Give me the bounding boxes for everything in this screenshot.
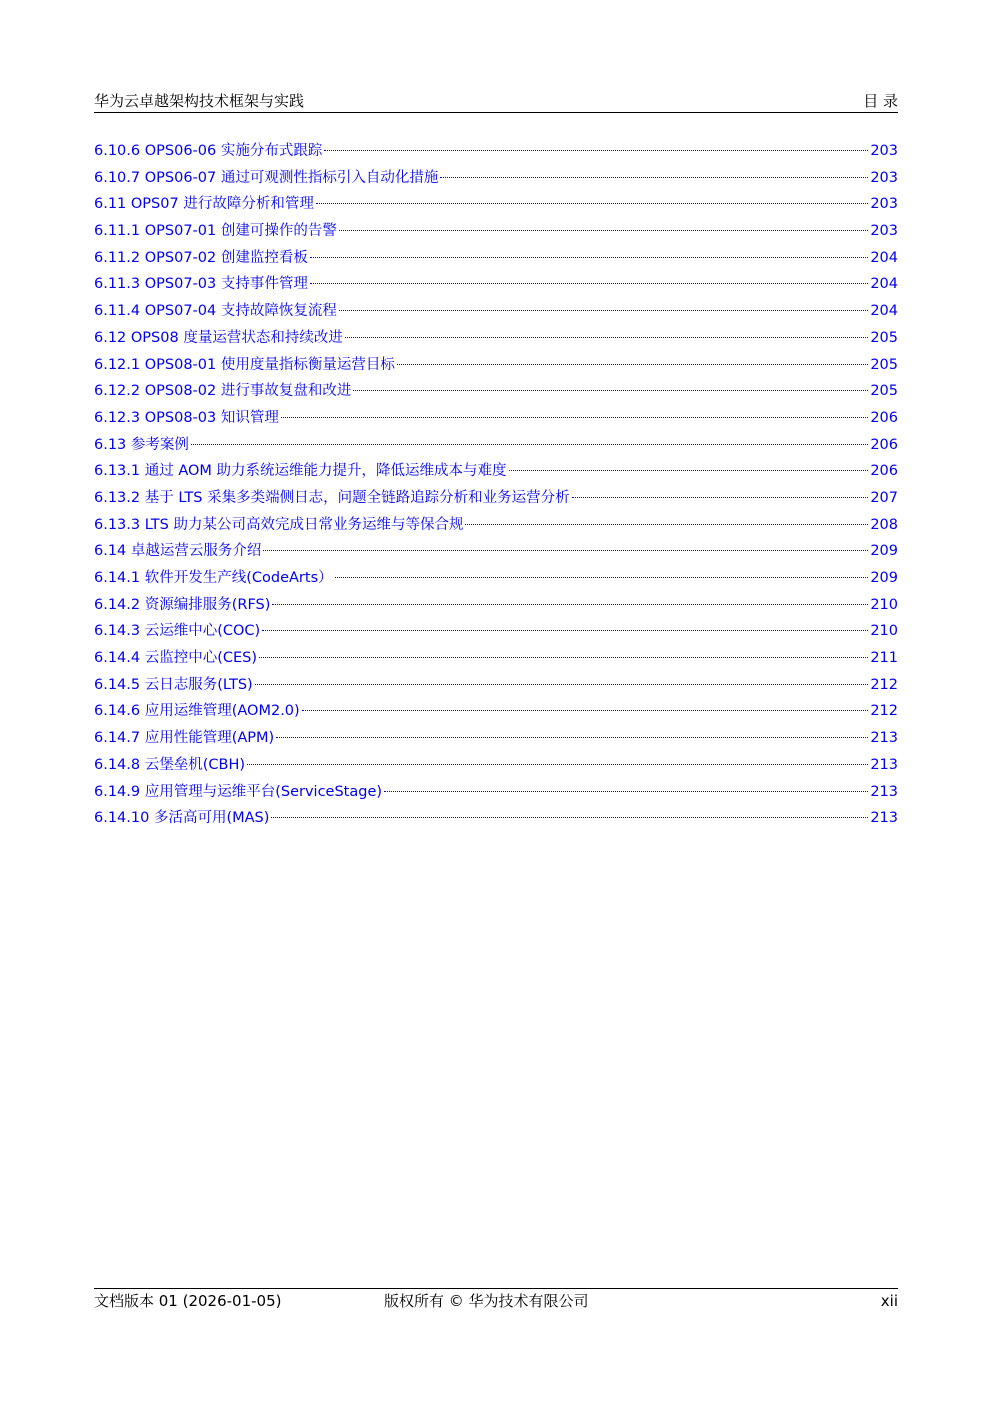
toc-entry[interactable] (94, 538, 898, 565)
toc-entry[interactable] (94, 725, 898, 752)
toc-dot-leader (339, 310, 868, 311)
toc-dot-leader (259, 657, 868, 658)
toc-entry-title[interactable]: 6.11.3 OPS07-03 支持事件管理 (94, 276, 308, 293)
toc-entry-title[interactable]: 6.11.2 OPS07-02 创建监控看板 (94, 249, 308, 266)
toc-entry-title[interactable]: 6.12.2 OPS08-02 进行事故复盘和改进 (94, 383, 352, 400)
toc-entry-title[interactable]: 6.14.7 应用性能管理(APM) (94, 730, 275, 747)
toc-entry-page[interactable]: 206 (870, 463, 898, 480)
toc-entry-title[interactable]: 6.12 OPS08 度量运营状态和持续改进 (94, 329, 343, 346)
toc-dot-leader (310, 283, 868, 284)
toc-entry-page[interactable]: 213 (870, 730, 898, 747)
toc-dot-leader (263, 550, 868, 551)
page-footer (94, 1288, 898, 1313)
toc-dot-leader (397, 364, 868, 365)
table-of-contents (94, 138, 898, 832)
toc-entry[interactable] (94, 618, 898, 645)
toc-dot-leader (335, 577, 869, 578)
toc-entry[interactable] (94, 458, 898, 485)
toc-entry-page[interactable]: 203 (870, 223, 898, 240)
toc-entry-title[interactable]: 6.14.2 资源编排服务(RFS) (94, 596, 271, 613)
toc-entry-page[interactable]: 211 (870, 650, 898, 667)
toc-entry[interactable] (94, 698, 898, 725)
toc-entry-page[interactable]: 209 (870, 543, 898, 560)
toc-entry-page[interactable]: 204 (870, 249, 898, 266)
toc-entry-title[interactable]: 6.14.9 应用管理与运维平台(ServiceStage) (94, 783, 383, 800)
toc-entry-title[interactable]: 6.14.5 云日志服务(LTS) (94, 676, 253, 693)
toc-entry-title[interactable]: 6.11.1 OPS07-01 创建可操作的告警 (94, 223, 337, 240)
toc-entry[interactable] (94, 138, 898, 165)
toc-entry-page[interactable]: 204 (870, 303, 898, 320)
toc-dot-leader (310, 257, 868, 258)
toc-dot-leader (440, 177, 868, 178)
toc-entry-page[interactable]: 207 (870, 489, 898, 506)
toc-entry[interactable] (94, 672, 898, 699)
toc-entry-title[interactable]: 6.14.4 云监控中心(CES) (94, 650, 258, 667)
toc-dot-leader (324, 150, 868, 151)
toc-entry-title[interactable]: 6.14.3 云运维中心(COC) (94, 623, 261, 640)
toc-entry[interactable] (94, 565, 898, 592)
toc-entry-title[interactable]: 6.14.6 应用运维管理(AOM2.0) (94, 703, 300, 720)
toc-entry[interactable] (94, 645, 898, 672)
toc-dot-leader (384, 791, 868, 792)
toc-entry-title[interactable]: 6.14.1 软件开发生产线(CodeArts） (94, 570, 333, 586)
toc-dot-leader (339, 230, 868, 231)
toc-dot-leader (353, 390, 868, 391)
toc-entry-title[interactable]: 6.12.1 OPS08-01 使用度量指标衡量运营目标 (94, 356, 395, 373)
toc-entry[interactable] (94, 405, 898, 432)
toc-entry-page[interactable]: 213 (870, 756, 898, 773)
toc-entry-page[interactable]: 212 (870, 676, 898, 693)
toc-entry-page[interactable]: 213 (870, 810, 898, 827)
copyright-notice: 版权所有 © 华为技术有限公司 (384, 1292, 589, 1310)
toc-dot-leader (272, 604, 868, 605)
toc-entry-title[interactable]: 6.10.7 OPS06-07 通过可观测性指标引入自动化措施 (94, 169, 439, 186)
toc-dot-leader (191, 444, 868, 445)
toc-entry[interactable] (94, 325, 898, 352)
toc-dot-leader (316, 203, 868, 204)
toc-dot-leader (276, 737, 868, 738)
page-number: xii (880, 1292, 898, 1310)
toc-dot-leader (262, 630, 868, 631)
toc-entry-title[interactable]: 6.13.1 通过 AOM 助力系统运维能力提升，降低运维成本与难度 (94, 463, 507, 480)
toc-entry-title[interactable]: 6.14 卓越运营云服务介绍 (94, 543, 262, 560)
toc-entry-page[interactable]: 212 (870, 703, 898, 720)
toc-entry[interactable] (94, 779, 898, 806)
toc-entry[interactable] (94, 432, 898, 459)
toc-dot-leader (255, 684, 869, 685)
document-version: 文档版本 01 (2026-01-05) (94, 1292, 282, 1310)
toc-entry-page[interactable]: 210 (870, 596, 898, 613)
toc-entry-title[interactable]: 6.13.3 LTS 助力某公司高效完成日常业务运维与等保合规 (94, 516, 464, 533)
toc-entry[interactable] (94, 352, 898, 379)
toc-entry-page[interactable]: 203 (870, 143, 898, 159)
toc-entry[interactable] (94, 592, 898, 619)
toc-entry-page[interactable]: 206 (870, 409, 898, 426)
toc-entry[interactable] (94, 485, 898, 512)
toc-dot-leader (271, 817, 868, 818)
toc-dot-leader (281, 417, 868, 418)
toc-entry-page[interactable]: 209 (870, 570, 898, 586)
toc-entry-page[interactable]: 203 (870, 196, 898, 213)
toc-dot-leader (572, 497, 869, 498)
toc-entry[interactable] (94, 245, 898, 272)
toc-entry-page[interactable]: 213 (870, 783, 898, 800)
toc-entry-title[interactable]: 6.11.4 OPS07-04 支持故障恢复流程 (94, 303, 337, 320)
toc-entry-page[interactable]: 204 (870, 276, 898, 293)
toc-entry-page[interactable]: 205 (870, 383, 898, 400)
toc-entry-title[interactable]: 6.11 OPS07 进行故障分析和管理 (94, 196, 314, 213)
toc-entry[interactable] (94, 218, 898, 245)
toc-entry-title[interactable]: 6.14.10 多活高可用(MAS) (94, 810, 270, 827)
toc-entry-page[interactable]: 203 (870, 169, 898, 186)
toc-entry-title[interactable]: 6.13 参考案例 (94, 436, 189, 453)
toc-entry-title[interactable]: 6.10.6 OPS06-06 实施分布式跟踪 (94, 143, 323, 159)
toc-entry[interactable] (94, 271, 898, 298)
section-title: 目 录 (863, 92, 898, 110)
toc-entry-title[interactable]: 6.14.8 云堡垒机(CBH) (94, 756, 246, 773)
toc-entry-page[interactable]: 205 (870, 356, 898, 373)
toc-entry[interactable] (94, 752, 898, 779)
toc-entry-page[interactable]: 208 (870, 516, 898, 533)
document-title: 华为云卓越架构技术框架与实践 (94, 92, 305, 110)
toc-dot-leader (465, 524, 868, 525)
toc-entry[interactable] (94, 191, 898, 218)
toc-dot-leader (345, 337, 868, 338)
page-header (94, 90, 898, 113)
toc-entry[interactable] (94, 805, 898, 832)
toc-entry-page[interactable]: 205 (870, 329, 898, 346)
toc-entry[interactable] (94, 378, 898, 405)
toc-dot-leader (509, 470, 869, 471)
toc-entry[interactable] (94, 512, 898, 539)
toc-entry-title[interactable]: 6.12.3 OPS08-03 知识管理 (94, 409, 279, 426)
toc-entry[interactable] (94, 165, 898, 192)
toc-entry[interactable] (94, 298, 898, 325)
toc-dot-leader (247, 764, 868, 765)
toc-dot-leader (302, 710, 869, 711)
toc-entry-page[interactable]: 206 (870, 436, 898, 453)
toc-entry-page[interactable]: 210 (870, 623, 898, 640)
toc-entry-title[interactable]: 6.13.2 基于 LTS 采集多类端侧日志，问题全链路追踪分析和业务运营分析 (94, 489, 570, 506)
